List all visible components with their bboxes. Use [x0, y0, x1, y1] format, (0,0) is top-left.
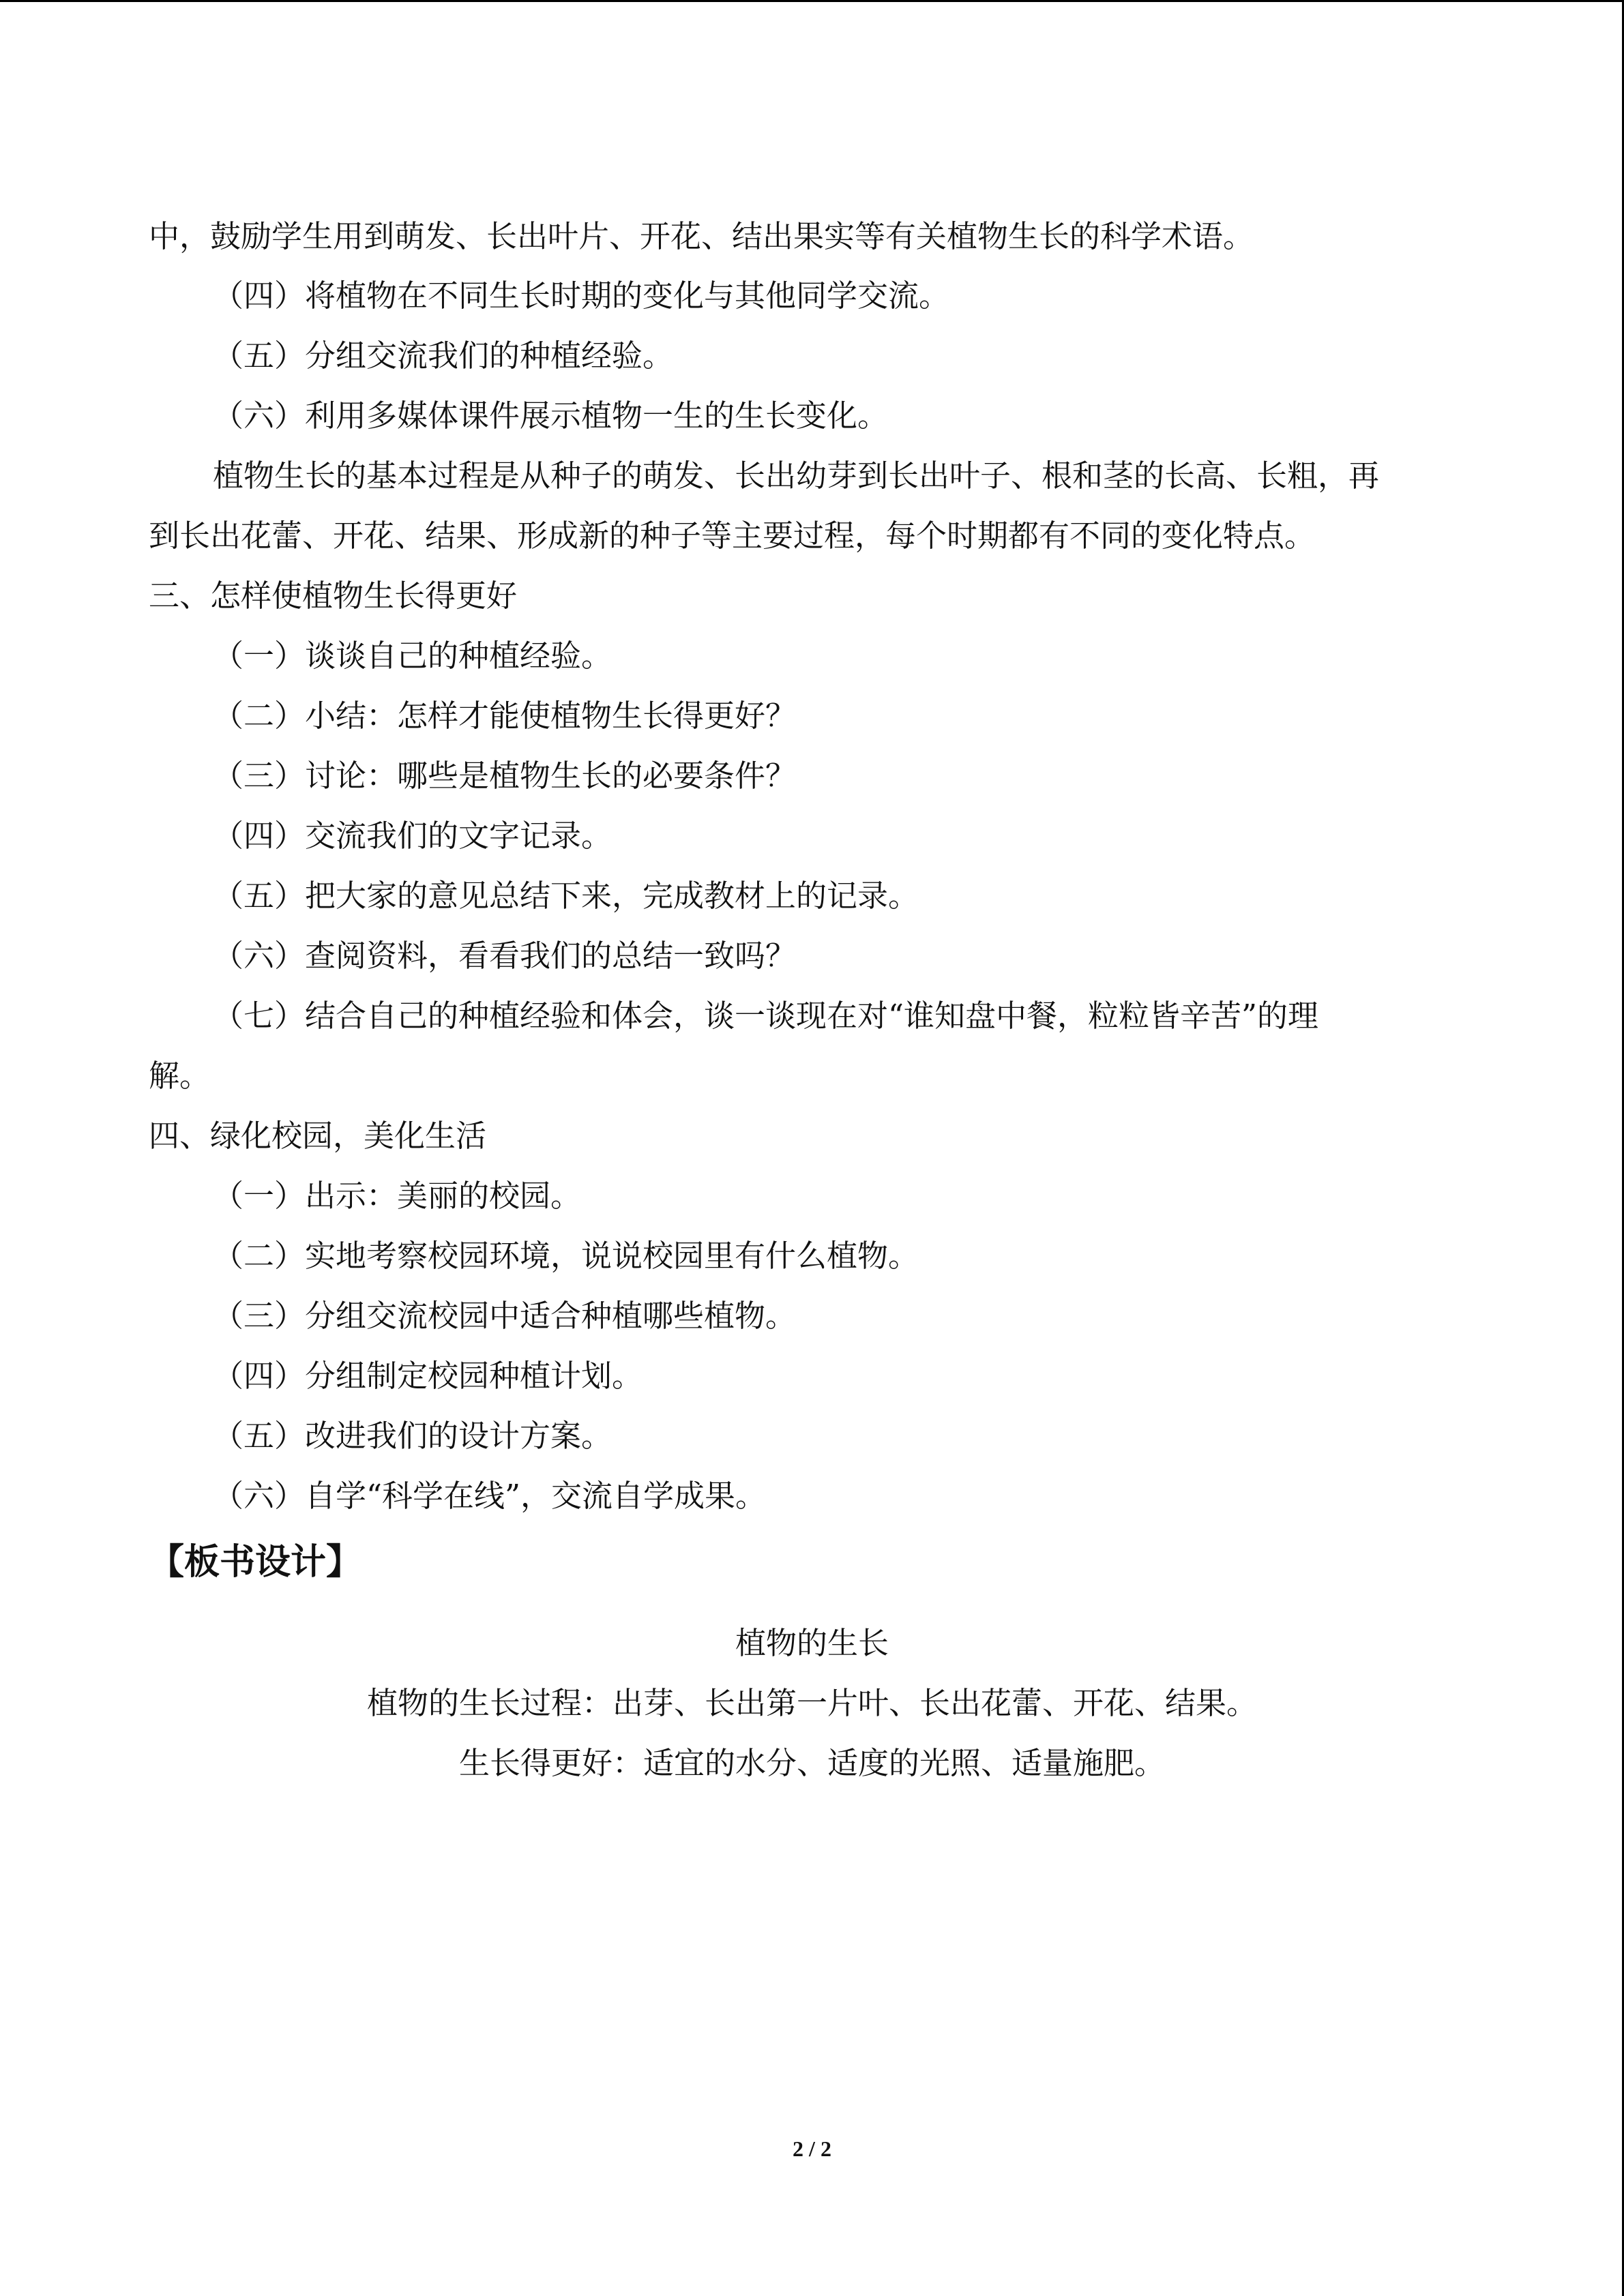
- list-item: （六）利用多媒体课件展示植物一生的生长变化。: [213, 398, 889, 434]
- board-design-heading: 【板书设计】: [149, 1542, 362, 1583]
- paragraph-line: 到长出花蕾、开花、结果、形成新的种子等主要过程，每个时期都有不同的变化特点。: [149, 518, 1316, 554]
- board-title: 植物的生长: [735, 1625, 889, 1661]
- list-item: （二）小结：怎样才能使植物生长得更好？: [213, 698, 797, 734]
- list-item: （四）将植物在不同生长时期的变化与其他同学交流。: [213, 278, 950, 314]
- board-line-better-growth: 生长得更好：适宜的水分、适度的光照、适量施肥。: [458, 1745, 1165, 1781]
- section-heading: 四、绿化校园，美化生活: [149, 1118, 487, 1154]
- list-item: （五）改进我们的设计方案。: [213, 1418, 612, 1454]
- list-item: （六）查阅资料，看看我们的总结一致吗？: [213, 938, 797, 974]
- list-item: （四）分组制定校园种植计划。: [213, 1358, 643, 1394]
- paragraph-line: 中，鼓励学生用到萌发、长出叶片、开花、结出果实等有关植物生长的科学术语。: [149, 218, 1254, 254]
- page-number: 2 / 2: [793, 2136, 831, 2161]
- paragraph-line: 解。: [149, 1058, 211, 1094]
- board-line-process: 植物的生长过程：出芽、长出第一片叶、长出花蕾、开花、结果。: [366, 1685, 1257, 1721]
- list-item: （二）实地考察校园环境，说说校园里有什么植物。: [213, 1238, 919, 1274]
- list-item: （五）分组交流我们的种植经验。: [213, 338, 674, 374]
- paragraph-line: 植物生长的基本过程是从种子的萌发、长出幼芽到长出叶子、根和茎的长高、长粗，再: [213, 458, 1380, 494]
- list-item: （七）结合自己的种植经验和体会，谈一谈现在对“谁知盘中餐，粒粒皆辛苦”的理: [213, 998, 1319, 1034]
- list-item: （六）自学“科学在线”，交流自学成果。: [213, 1478, 767, 1514]
- list-item: （四）交流我们的文字记录。: [213, 818, 612, 854]
- list-item: （一）出示：美丽的校园。: [213, 1178, 582, 1214]
- list-item: （一）谈谈自己的种植经验。: [213, 638, 612, 674]
- list-item: （三）讨论：哪些是植物生长的必要条件？: [213, 758, 797, 794]
- list-item: （三）分组交流校园中适合种植哪些植物。: [213, 1298, 797, 1334]
- section-heading: 三、怎样使植物生长得更好: [149, 578, 518, 614]
- list-item: （五）把大家的意见总结下来，完成教材上的记录。: [213, 878, 919, 914]
